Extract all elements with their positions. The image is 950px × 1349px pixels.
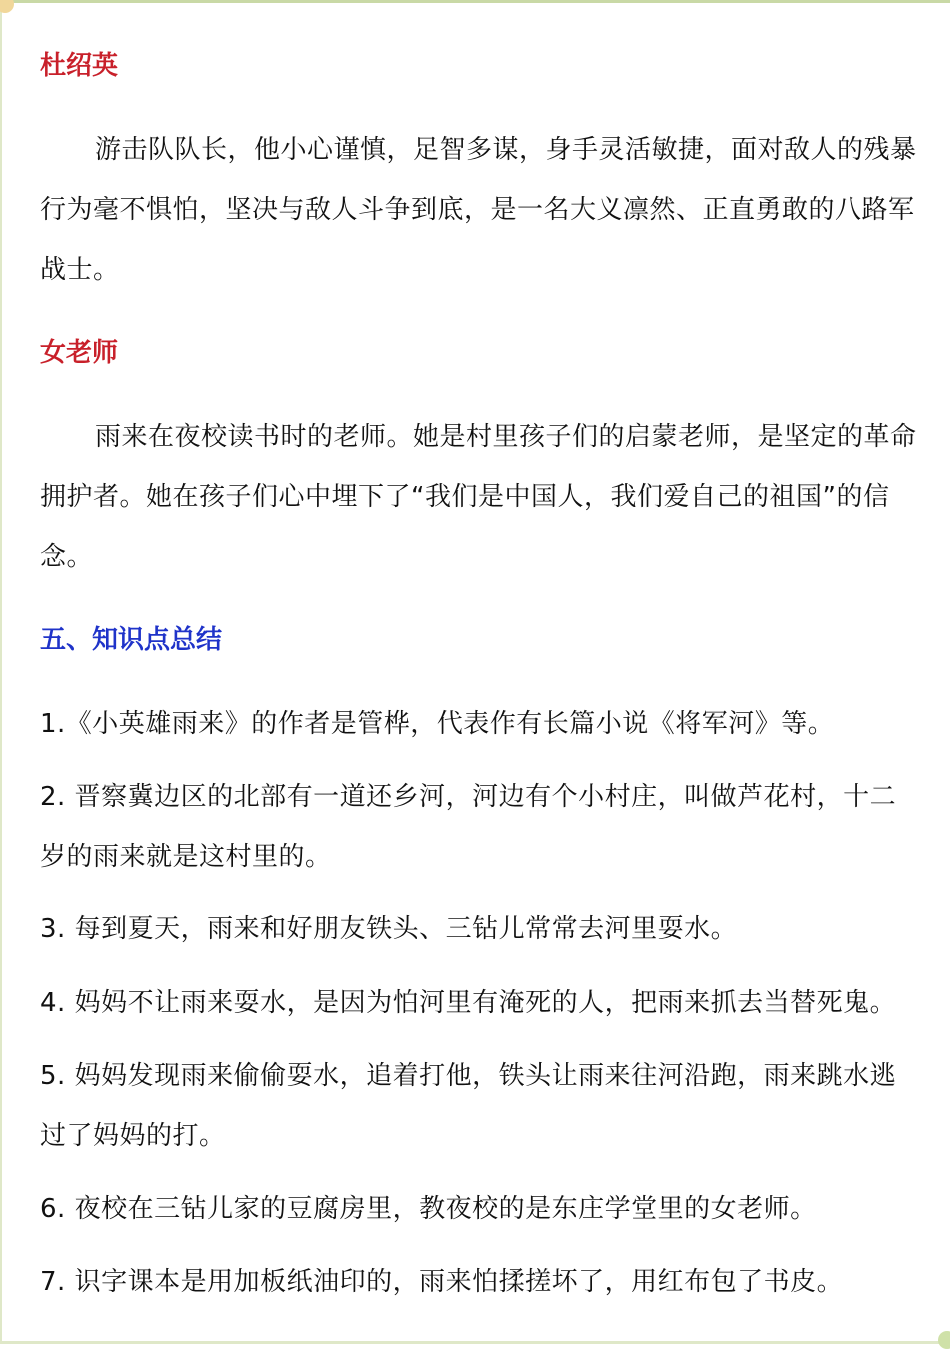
summary-item: 1.《小英雄雨来》的作者是管桦，代表作有长篇小说《将军河》等。 <box>40 709 835 739</box>
section-heading-knowledge-summary: 五、知识点总结 <box>40 625 223 655</box>
character-description-du-shaoying: 游击队队长，他小心谨慎，足智多谋，身手灵活敏捷，面对敌人的残暴行为毫不惧怕，坚决与敌人斗争到底，是一名大义凛然、正直勇敢的八路军战士。 <box>40 135 917 285</box>
summary-item: 2. 晋察冀边区的北部有一道还乡河，河边有个小村庄，叫做芦花村，十二岁的雨来就是这村里的。 <box>40 782 897 872</box>
summary-item: 7. 识字课本是用加板纸油印的，雨来怕揉搓坏了，用红布包了书皮。 <box>40 1267 844 1297</box>
character-description-female-teacher: 雨来在夜校读书时的老师。她是村里孩子们的启蒙老师，是坚定的革命拥护者。她在孩子们心中埋下了“我们是中国人，我们爱自己的祖国”的信念。 <box>40 422 917 572</box>
character-heading-female-teacher: 女老师 <box>40 338 119 368</box>
summary-item: 3. 每到夏天，雨来和好朋友铁头、三钻儿常常去河里耍水。 <box>40 914 738 944</box>
summary-item: 5. 妈妈发现雨来偷偷耍水，追着打他，铁头让雨来往河沿跑，雨来跳水逃过了妈妈的打。 <box>40 1061 897 1151</box>
summary-item: 4. 妈妈不让雨来耍水，是因为怕河里有淹死的人，把雨来抓去当替死鬼。 <box>40 988 897 1018</box>
summary-item: 6. 夜校在三钻儿家的豆腐房里，教夜校的是东庄学堂里的女老师。 <box>40 1194 817 1224</box>
corner-decoration <box>938 1331 950 1349</box>
corner-decoration <box>0 0 14 13</box>
character-heading-du-shaoying: 杜绍英 <box>40 51 119 81</box>
